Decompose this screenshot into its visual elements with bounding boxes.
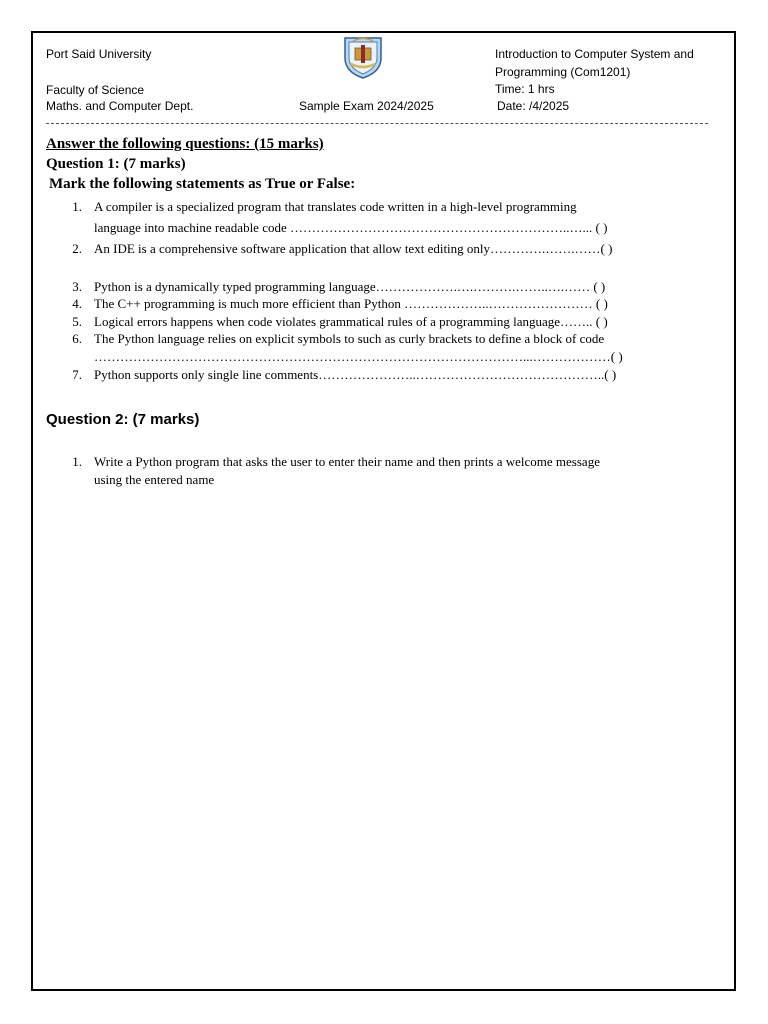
list-item-text: Python supports only single line comments…………………..……………………………………..( ) (94, 367, 617, 382)
list-item-text-continued: using the entered name (94, 472, 215, 487)
list-item-number: 2. (72, 241, 82, 256)
exam-date: Date: /4/2025 (497, 99, 570, 113)
list-item-text: A compiler is a specialized program that translates code written in a high-level programming (94, 199, 577, 214)
list-item-number: 1. (72, 454, 82, 469)
course-title-line2: Programming (Com1201) (495, 65, 631, 79)
exam-time: Time: 1 hrs (495, 82, 555, 96)
question1-subtitle: Mark the following statements as True or False: (49, 176, 356, 192)
list-item-number: 7. (72, 367, 82, 382)
faculty-name: Faculty of Science (46, 83, 145, 97)
list-item-text: Write a Python program that asks the user to enter their name and then prints a welcome message (94, 454, 600, 469)
list-item-number: 5. (72, 314, 82, 329)
department-name: Maths. and Computer Dept. (46, 99, 194, 113)
list-item-text-continued: language into machine readable code ………………………………………………………..…... ( ) (94, 220, 608, 235)
instructions-heading: Answer the following questions: (15 marks) (46, 136, 324, 152)
list-item-text: The C++ programming is much more efficient than Python ………………..…………………… ( ) (94, 296, 608, 311)
list-item-text-continued: ………………………………………………………………………………………...………………( ) (94, 349, 623, 364)
list-item-number: 3. (72, 279, 82, 294)
list-item-number: 1. (72, 199, 82, 214)
course-title-line1: Introduction to Computer System and (495, 47, 694, 61)
university-logo-icon (339, 34, 387, 80)
university-name: Port Said University (46, 47, 152, 61)
list-item-text: Python is a dynamically typed programming language……………….….……….……..….…… ( ) (94, 279, 606, 294)
exam-page-frame (31, 31, 736, 991)
exam-label: Sample Exam 2024/2025 (299, 99, 434, 113)
list-item-number: 4. (72, 296, 82, 311)
list-item-text: An IDE is a comprehensive software application that allow text editing only………….…….……( ) (94, 241, 613, 256)
header-divider (46, 123, 708, 124)
question1-title: Question 1: (7 marks) (46, 156, 186, 172)
list-item-text: The Python language relies on explicit symbols to such as curly brackets to define a block of code (94, 331, 605, 346)
question2-title: Question 2: (7 marks) (46, 411, 200, 428)
list-item-number: 6. (72, 331, 82, 346)
list-item-text: Logical errors happens when code violates grammatical rules of a programming language…….. ( ) (94, 314, 608, 329)
